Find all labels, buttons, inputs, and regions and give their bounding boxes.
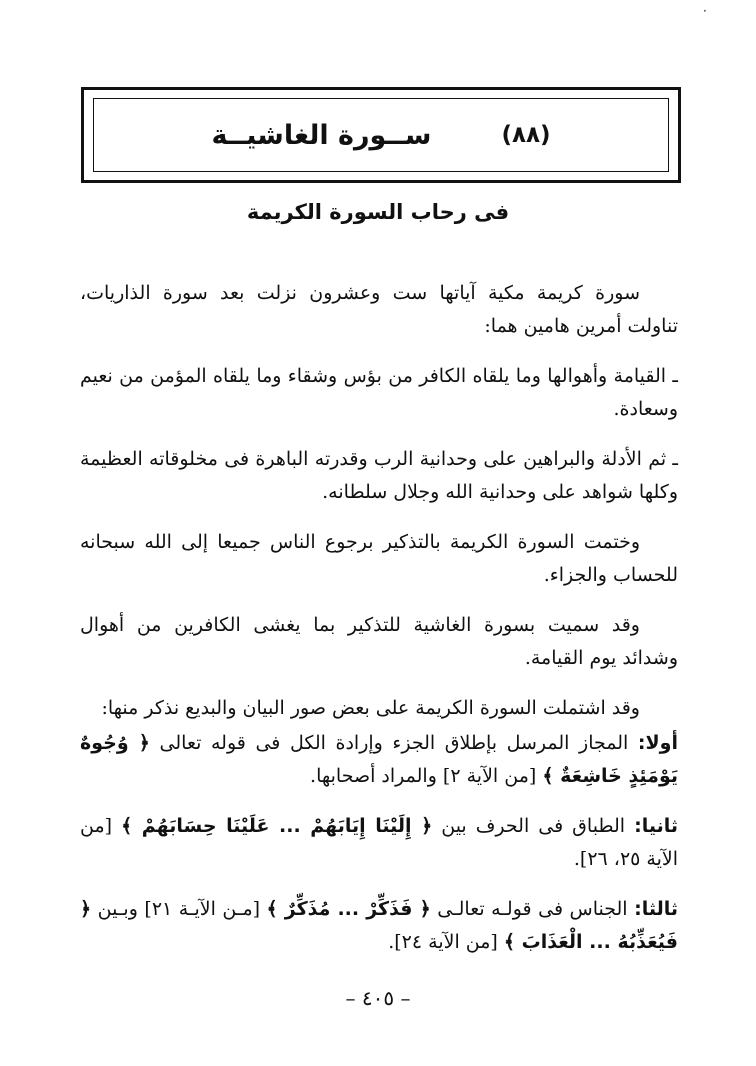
quran-quote-3b: ﴿ فَيُعَذِّبُهُ ... الْعَذَابَ ﴾ (80, 898, 678, 953)
body-text (80, 277, 678, 976)
figure-text-1a: المجاز المرسل بإطلاق الجزء وإرادة الكل فى قوله تعالى (149, 732, 638, 754)
quran-quote-1: ﴿ وُجُوهٌ يَوْمَئِذٍ خَاشِعَةٌ ﴾ (80, 732, 678, 787)
quran-quote-3a: ﴿ فَذَكِّرْ ... مُذَكِّرٌ ﴾ (266, 898, 431, 920)
figure-text-1b: [من الآية ٢] والمراد أصحابها. (310, 765, 543, 787)
quran-quote-2: ﴿ إِلَيْنَا إِيَابَهُمْ ... عَلَيْنَا حِسَابَهُمْ ﴾ (121, 815, 433, 837)
point-paragraph-2: ـ ثم الأدلة والبراهين على وحدانية الرب وقدرته الباهرة فى مخلوقاته العظيمة وكلها شواهد على وحدانية الله وجلال سلطانه. (80, 448, 678, 503)
surah-name: ســورة الغاشيــة (211, 119, 432, 151)
figure-text-2a: الطباق فى الحرف بين (432, 815, 635, 837)
figure-paragraph-3 (80, 893, 678, 959)
naming-paragraph: وقد سميت بسورة الغاشية للتذكير بما يغشى الكافرين من أهوال وشدائد يوم القيامة. (80, 614, 678, 669)
intro-paragraph: سورة كريمة مكية آياتها ست وعشرون نزلت بعد سورة الذاريات، تناولت أمرين هامين هما: (80, 282, 678, 337)
section-subtitle: فى رحاب السورة الكريمة (246, 200, 510, 224)
point-paragraph-1: ـ القيامة وأهوالها وما يلقاه الكافر من بؤس وشقاء وما يلقاه المؤمن من نعيم وسعادة. (80, 365, 678, 420)
figure-text-3a: الجناس فى قولـه تعالـى (430, 898, 635, 920)
figure-lead-2: ثانيا: (634, 815, 678, 837)
corner-mark: · (703, 4, 707, 18)
figure-lead-1: أولا: (637, 732, 678, 754)
figure-text-3b: [مـن الآيـة ٢١] وبـين (91, 898, 267, 920)
figure-paragraph-1 (80, 727, 678, 793)
figure-text-3c: [من الآية ٢٤]. (388, 931, 504, 953)
figure-paragraph-2 (80, 810, 678, 876)
surah-number: (٨٨) (501, 122, 551, 148)
closing-paragraph: وختمت السورة الكريمة بالتذكير برجوع الناس جميعا إلى الله سبحانه للحساب والجزاء. (80, 531, 678, 586)
rhetoric-intro-paragraph: وقد اشتملت السورة الكريمة على بعض صور البيان والبديع نذكر منها: (101, 697, 640, 719)
surah-header (93, 98, 669, 172)
page-number: – ٤٠٥ – (345, 986, 411, 1010)
figure-text-2b: [من الآية ٢٥، ٢٦]. (80, 815, 678, 870)
figure-lead-3: ثالثا: (634, 898, 678, 920)
